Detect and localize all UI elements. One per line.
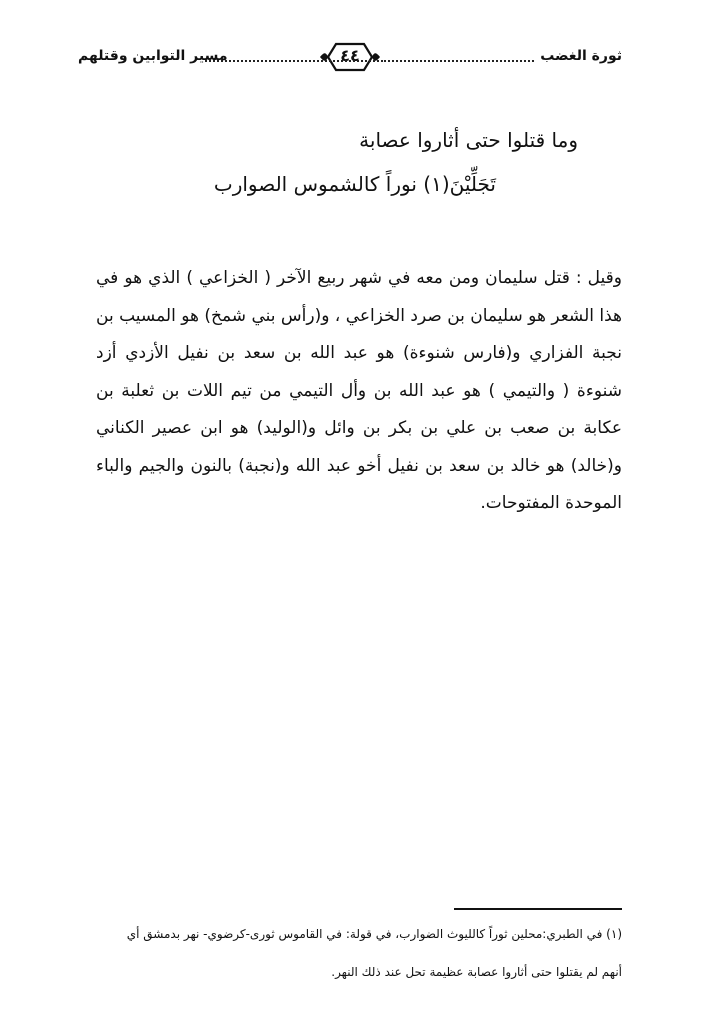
footnote-divider <box>454 908 622 910</box>
footnote-line-2: أنهم لم يقتلوا حتى أثاروا عصابة عظيمة تحل عند ذلك النهر. <box>331 965 622 979</box>
header-dotted-leader-left <box>205 60 383 62</box>
footnote-line-1: (١) في الطبري:محلين ثوراً كالليوث الضوارب، في قولة: في القاموس ثورى-كرضوي- نهر بدمشق أي <box>126 927 622 941</box>
footnote-block <box>96 915 622 991</box>
header-book-title: ثورة الغضب <box>540 48 622 64</box>
page-number-badge <box>318 40 382 74</box>
body-paragraph: وقيل : قتل سليمان ومن معه في شهر ربيع الآخر ( الخزاعي ) الذي هو في هذا الشعر هو سليمان بن صرد الخزاعي ، و(رأس بني شمخ) هو المسيب بن نجبة الفزاري و(فارس شنوءة) هو عبد الله بن سعد بن نفيل الأزدي أزد شنوءة ( والتيمي ) هو عبد الله بن وأل التيمي من تيم اللات بن ثعلبة بن عكابة بن صعب بن علي بن بكر بن وائل و(الوليد) هو ابن عصير الكناني و(خالد) هو خالد بن سعد بن نفيل أخو عبد الله و(نجبة) بالنون والجيم والباء الموحدة المفتوحات. <box>96 268 622 513</box>
running-header <box>78 40 622 74</box>
header-chapter-title: مسير التوابين وقتلهم <box>78 48 228 64</box>
poem-verse-2: تَجَلِّيْنَ(١) نوراً كالشموس الصوارب <box>213 172 496 196</box>
page-number: ٤٤ <box>340 46 360 65</box>
header-dotted-leader-right <box>384 60 534 62</box>
poem-verse-1: وما قتلوا حتى أثاروا عصابة <box>359 128 578 152</box>
